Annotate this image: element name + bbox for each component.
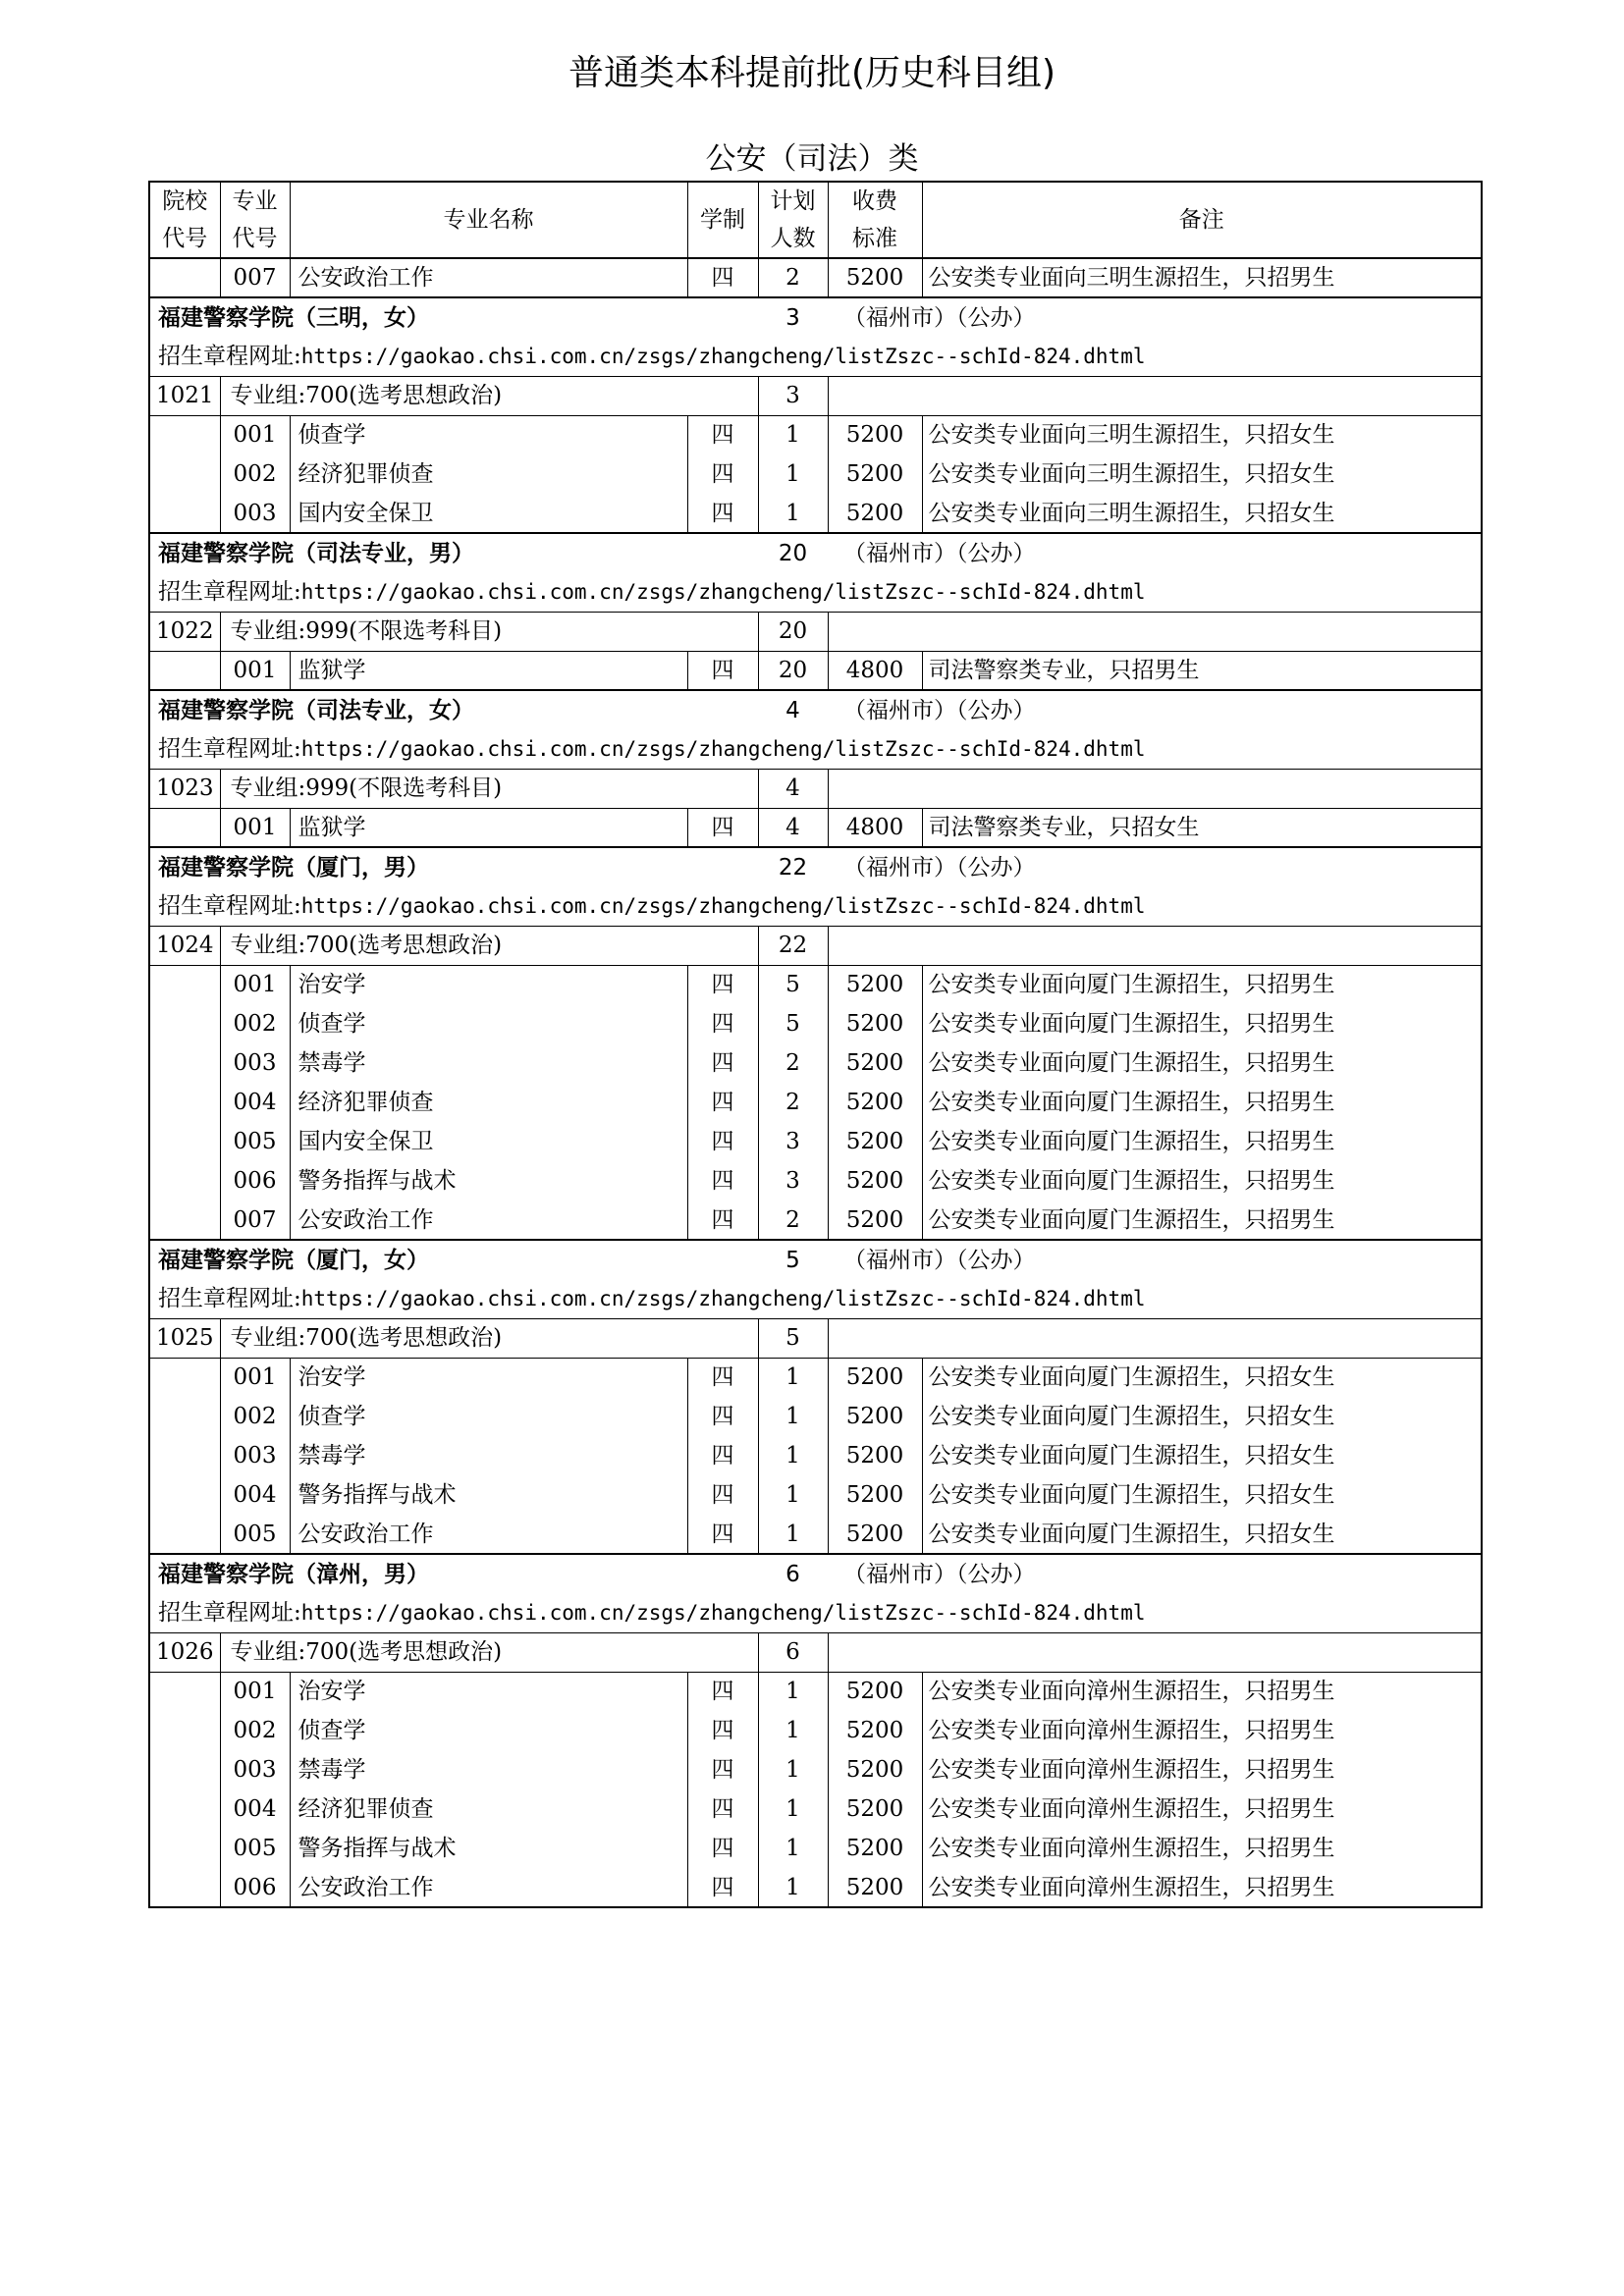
fee: 5200 bbox=[828, 1750, 922, 1789]
group-blank-cell bbox=[828, 926, 1482, 965]
note: 公安类专业面向厦门生源招生，只招男生 bbox=[922, 1083, 1482, 1122]
note: 公安类专业面向三明生源招生，只招男生 bbox=[922, 258, 1482, 297]
institution-header-row bbox=[149, 533, 1482, 572]
years: 四 bbox=[687, 1789, 758, 1829]
table-row bbox=[149, 1829, 1482, 1868]
major-name: 侦查学 bbox=[290, 415, 687, 454]
charter-url-link[interactable]: https://gaokao.chsi.com.cn/zsgs/zhangcheng/listZszc--schId-824.dhtml bbox=[300, 579, 1146, 604]
inst-code-cell bbox=[149, 808, 220, 847]
plan-count: 1 bbox=[758, 1672, 828, 1711]
institution-code: 1021 bbox=[149, 376, 220, 415]
fee: 5200 bbox=[828, 1672, 922, 1711]
major-name: 公安政治工作 bbox=[290, 1201, 687, 1240]
table-row bbox=[149, 651, 1482, 690]
plan-count: 2 bbox=[758, 258, 828, 297]
charter-url-cell bbox=[149, 572, 1482, 612]
table-row bbox=[149, 1004, 1482, 1043]
years: 四 bbox=[687, 454, 758, 494]
note: 公安类专业面向漳州生源招生，只招男生 bbox=[922, 1868, 1482, 1907]
major-name: 公安政治工作 bbox=[290, 258, 687, 297]
inst-code-cell bbox=[149, 651, 220, 690]
major-name: 禁毒学 bbox=[290, 1043, 687, 1083]
table-row bbox=[149, 965, 1482, 1004]
table-row bbox=[149, 1201, 1482, 1240]
years: 四 bbox=[687, 1868, 758, 1907]
table-row bbox=[149, 1436, 1482, 1475]
table-row bbox=[149, 1397, 1482, 1436]
note: 公安类专业面向厦门生源招生，只招女生 bbox=[922, 1515, 1482, 1554]
table-row bbox=[149, 808, 1482, 847]
major-code: 006 bbox=[220, 1161, 290, 1201]
institution-location: （福州市）（公办） bbox=[828, 1554, 1482, 1593]
major-name: 治安学 bbox=[290, 1672, 687, 1711]
charter-url-label: 招生章程网址: bbox=[158, 892, 301, 919]
institution-plan-count: 22 bbox=[758, 847, 828, 886]
institution-header-row bbox=[149, 690, 1482, 729]
inst-code-cell bbox=[149, 1672, 220, 1711]
major-code: 002 bbox=[220, 1004, 290, 1043]
plan-count: 1 bbox=[758, 1397, 828, 1436]
charter-url-link[interactable]: https://gaokao.chsi.com.cn/zsgs/zhangcheng/listZszc--schId-824.dhtml bbox=[300, 736, 1146, 761]
major-code: 007 bbox=[220, 258, 290, 297]
major-name: 侦查学 bbox=[290, 1004, 687, 1043]
major-code: 004 bbox=[220, 1789, 290, 1829]
major-name: 警务指挥与战术 bbox=[290, 1475, 687, 1515]
table-row bbox=[149, 1515, 1482, 1554]
fee: 5200 bbox=[828, 494, 922, 533]
fee: 5200 bbox=[828, 1789, 922, 1829]
plan-count: 1 bbox=[758, 1789, 828, 1829]
major-code: 006 bbox=[220, 1868, 290, 1907]
major-code: 005 bbox=[220, 1515, 290, 1554]
plan-count: 1 bbox=[758, 1711, 828, 1750]
inst-code-cell bbox=[149, 1711, 220, 1750]
fee: 5200 bbox=[828, 965, 922, 1004]
plan-count: 5 bbox=[758, 965, 828, 1004]
major-code: 004 bbox=[220, 1083, 290, 1122]
charter-url-cell bbox=[149, 1279, 1482, 1318]
plan-count: 5 bbox=[758, 1004, 828, 1043]
enrollment-plan-table bbox=[148, 181, 1483, 1908]
inst-code-cell bbox=[149, 454, 220, 494]
major-code: 002 bbox=[220, 1711, 290, 1750]
major-code: 003 bbox=[220, 1436, 290, 1475]
note: 公安类专业面向厦门生源招生，只招男生 bbox=[922, 1043, 1482, 1083]
major-group-row bbox=[149, 376, 1482, 415]
institution-plan-count: 3 bbox=[758, 297, 828, 337]
table-row bbox=[149, 258, 1482, 297]
fee: 5200 bbox=[828, 1475, 922, 1515]
major-group-count: 3 bbox=[758, 376, 828, 415]
major-name: 治安学 bbox=[290, 1358, 687, 1397]
inst-code-cell bbox=[149, 965, 220, 1004]
inst-code-cell bbox=[149, 1789, 220, 1829]
institution-code: 1026 bbox=[149, 1632, 220, 1672]
charter-url-row bbox=[149, 886, 1482, 926]
institution-code: 1025 bbox=[149, 1318, 220, 1358]
major-group-label: 专业组:999(不限选考科目) bbox=[220, 612, 758, 651]
charter-url-link[interactable]: https://gaokao.chsi.com.cn/zsgs/zhangcheng/listZszc--schId-824.dhtml bbox=[300, 344, 1146, 368]
major-group-count: 4 bbox=[758, 769, 828, 808]
note: 公安类专业面向漳州生源招生，只招男生 bbox=[922, 1789, 1482, 1829]
plan-count: 1 bbox=[758, 1829, 828, 1868]
charter-url-cell bbox=[149, 337, 1482, 376]
charter-url-row bbox=[149, 1593, 1482, 1632]
major-group-label: 专业组:700(选考思想政治) bbox=[220, 1632, 758, 1672]
inst-code-cell bbox=[149, 1750, 220, 1789]
major-name: 警务指挥与战术 bbox=[290, 1161, 687, 1201]
charter-url-label: 招生章程网址: bbox=[158, 735, 301, 762]
table-row bbox=[149, 1161, 1482, 1201]
major-name: 监狱学 bbox=[290, 651, 687, 690]
plan-count: 2 bbox=[758, 1043, 828, 1083]
fee: 5200 bbox=[828, 1161, 922, 1201]
charter-url-link[interactable]: https://gaokao.chsi.com.cn/zsgs/zhangcheng/listZszc--schId-824.dhtml bbox=[300, 1600, 1146, 1625]
fee: 5200 bbox=[828, 1083, 922, 1122]
inst-code-cell bbox=[149, 1868, 220, 1907]
institution-header-row bbox=[149, 847, 1482, 886]
fee: 4800 bbox=[828, 651, 922, 690]
charter-url-label: 招生章程网址: bbox=[158, 578, 301, 605]
table-row bbox=[149, 1122, 1482, 1161]
institution-location: （福州市）（公办） bbox=[828, 533, 1482, 572]
major-name: 经济犯罪侦查 bbox=[290, 1083, 687, 1122]
major-group-count: 6 bbox=[758, 1632, 828, 1672]
plan-count: 1 bbox=[758, 1868, 828, 1907]
table-row bbox=[149, 1672, 1482, 1711]
fee: 4800 bbox=[828, 808, 922, 847]
plan-count: 1 bbox=[758, 1750, 828, 1789]
major-group-count: 5 bbox=[758, 1318, 828, 1358]
table-row bbox=[149, 1789, 1482, 1829]
fee: 5200 bbox=[828, 1515, 922, 1554]
charter-url-cell bbox=[149, 1593, 1482, 1632]
institution-plan-count: 6 bbox=[758, 1554, 828, 1593]
major-code: 003 bbox=[220, 1043, 290, 1083]
years: 四 bbox=[687, 1043, 758, 1083]
institution-header-row bbox=[149, 1240, 1482, 1279]
inst-code-cell bbox=[149, 1201, 220, 1240]
major-name: 禁毒学 bbox=[290, 1750, 687, 1789]
page-title: 普通类本科提前批(历史科目组) bbox=[568, 53, 1056, 93]
years: 四 bbox=[687, 1750, 758, 1789]
major-code: 002 bbox=[220, 454, 290, 494]
inst-code-cell bbox=[149, 1475, 220, 1515]
inst-code-cell bbox=[149, 1358, 220, 1397]
header-major-name: 专业名称 bbox=[290, 182, 687, 258]
table-header bbox=[149, 182, 1482, 258]
charter-url-link[interactable]: https://gaokao.chsi.com.cn/zsgs/zhangcheng/listZszc--schId-824.dhtml bbox=[300, 1286, 1146, 1310]
note: 公安类专业面向三明生源招生，只招女生 bbox=[922, 494, 1482, 533]
years: 四 bbox=[687, 1397, 758, 1436]
years: 四 bbox=[687, 1436, 758, 1475]
group-blank-cell bbox=[828, 1318, 1482, 1358]
fee: 5200 bbox=[828, 258, 922, 297]
charter-url-cell bbox=[149, 729, 1482, 769]
major-name: 侦查学 bbox=[290, 1711, 687, 1750]
inst-code-cell bbox=[149, 1161, 220, 1201]
major-group-count: 22 bbox=[758, 926, 828, 965]
major-code: 004 bbox=[220, 1475, 290, 1515]
plan-count: 3 bbox=[758, 1122, 828, 1161]
header-note: 备注 bbox=[922, 182, 1482, 258]
years: 四 bbox=[687, 1083, 758, 1122]
charter-url-cell bbox=[149, 886, 1482, 926]
note: 公安类专业面向厦门生源招生，只招女生 bbox=[922, 1436, 1482, 1475]
header-plan-count: 计划 人数 bbox=[758, 182, 828, 258]
institution-header-row bbox=[149, 297, 1482, 337]
table-row bbox=[149, 1711, 1482, 1750]
years: 四 bbox=[687, 1201, 758, 1240]
institution-name: 福建警察学院（厦门，男） bbox=[149, 847, 758, 886]
fee: 5200 bbox=[828, 415, 922, 454]
years: 四 bbox=[687, 258, 758, 297]
note: 公安类专业面向漳州生源招生，只招男生 bbox=[922, 1829, 1482, 1868]
major-name: 禁毒学 bbox=[290, 1436, 687, 1475]
major-code: 001 bbox=[220, 1672, 290, 1711]
institution-plan-count: 20 bbox=[758, 533, 828, 572]
plan-count: 1 bbox=[758, 494, 828, 533]
note: 公安类专业面向厦门生源招生，只招男生 bbox=[922, 1004, 1482, 1043]
major-code: 001 bbox=[220, 651, 290, 690]
inst-code-cell bbox=[149, 258, 220, 297]
inst-code-cell bbox=[149, 494, 220, 533]
section-title: 公安（司法）类 bbox=[705, 141, 919, 177]
inst-code-cell bbox=[149, 415, 220, 454]
plan-count: 1 bbox=[758, 1515, 828, 1554]
institution-code: 1024 bbox=[149, 926, 220, 965]
fee: 5200 bbox=[828, 1868, 922, 1907]
years: 四 bbox=[687, 415, 758, 454]
major-code: 001 bbox=[220, 965, 290, 1004]
table-row bbox=[149, 454, 1482, 494]
plan-count: 2 bbox=[758, 1083, 828, 1122]
fee: 5200 bbox=[828, 1436, 922, 1475]
institution-name: 福建警察学院（厦门，女） bbox=[149, 1240, 758, 1279]
header-fee: 收费 标准 bbox=[828, 182, 922, 258]
table-row bbox=[149, 494, 1482, 533]
major-group-row bbox=[149, 1632, 1482, 1672]
major-code: 002 bbox=[220, 1397, 290, 1436]
table-row bbox=[149, 1083, 1482, 1122]
note: 司法警察类专业，只招男生 bbox=[922, 651, 1482, 690]
years: 四 bbox=[687, 1515, 758, 1554]
institution-plan-count: 5 bbox=[758, 1240, 828, 1279]
inst-code-cell bbox=[149, 1515, 220, 1554]
plan-count: 1 bbox=[758, 454, 828, 494]
major-code: 001 bbox=[220, 808, 290, 847]
fee: 5200 bbox=[828, 1201, 922, 1240]
major-code: 001 bbox=[220, 1358, 290, 1397]
major-name: 监狱学 bbox=[290, 808, 687, 847]
years: 四 bbox=[687, 1672, 758, 1711]
table-row bbox=[149, 1043, 1482, 1083]
inst-code-cell bbox=[149, 1004, 220, 1043]
charter-url-row bbox=[149, 1279, 1482, 1318]
note: 公安类专业面向厦门生源招生，只招男生 bbox=[922, 965, 1482, 1004]
fee: 5200 bbox=[828, 1358, 922, 1397]
major-group-row bbox=[149, 926, 1482, 965]
institution-name: 福建警察学院（司法专业，男） bbox=[149, 533, 758, 572]
major-name: 公安政治工作 bbox=[290, 1868, 687, 1907]
note: 公安类专业面向三明生源招生，只招女生 bbox=[922, 415, 1482, 454]
years: 四 bbox=[687, 965, 758, 1004]
plan-count: 1 bbox=[758, 1475, 828, 1515]
note: 公安类专业面向厦门生源招生，只招女生 bbox=[922, 1397, 1482, 1436]
plan-count: 20 bbox=[758, 651, 828, 690]
note: 公安类专业面向漳州生源招生，只招男生 bbox=[922, 1750, 1482, 1789]
group-blank-cell bbox=[828, 376, 1482, 415]
major-code: 003 bbox=[220, 1750, 290, 1789]
charter-url-label: 招生章程网址: bbox=[158, 343, 301, 369]
major-code: 005 bbox=[220, 1829, 290, 1868]
institution-location: （福州市）（公办） bbox=[828, 847, 1482, 886]
fee: 5200 bbox=[828, 454, 922, 494]
charter-url-label: 招生章程网址: bbox=[158, 1599, 301, 1626]
note: 公安类专业面向厦门生源招生，只招女生 bbox=[922, 1475, 1482, 1515]
fee: 5200 bbox=[828, 1043, 922, 1083]
inst-code-cell bbox=[149, 1436, 220, 1475]
years: 四 bbox=[687, 1004, 758, 1043]
charter-url-link[interactable]: https://gaokao.chsi.com.cn/zsgs/zhangcheng/listZszc--schId-824.dhtml bbox=[300, 893, 1146, 918]
major-group-row bbox=[149, 769, 1482, 808]
plan-count: 1 bbox=[758, 415, 828, 454]
institution-name: 福建警察学院（司法专业，女） bbox=[149, 690, 758, 729]
major-code: 005 bbox=[220, 1122, 290, 1161]
inst-code-cell bbox=[149, 1043, 220, 1083]
note: 公安类专业面向三明生源招生，只招女生 bbox=[922, 454, 1482, 494]
major-group-count: 20 bbox=[758, 612, 828, 651]
institution-location: （福州市）（公办） bbox=[828, 297, 1482, 337]
inst-code-cell bbox=[149, 1397, 220, 1436]
years: 四 bbox=[687, 1711, 758, 1750]
major-name: 国内安全保卫 bbox=[290, 494, 687, 533]
charter-url-label: 招生章程网址: bbox=[158, 1285, 301, 1311]
major-name: 治安学 bbox=[290, 965, 687, 1004]
fee: 5200 bbox=[828, 1122, 922, 1161]
group-blank-cell bbox=[828, 612, 1482, 651]
major-group-label: 专业组:999(不限选考科目) bbox=[220, 769, 758, 808]
institution-header-row bbox=[149, 1554, 1482, 1593]
major-group-label: 专业组:700(选考思想政治) bbox=[220, 376, 758, 415]
note: 公安类专业面向漳州生源招生，只招男生 bbox=[922, 1672, 1482, 1711]
note: 公安类专业面向厦门生源招生，只招女生 bbox=[922, 1358, 1482, 1397]
years: 四 bbox=[687, 1475, 758, 1515]
table-row bbox=[149, 1358, 1482, 1397]
charter-url-row bbox=[149, 572, 1482, 612]
institution-code: 1023 bbox=[149, 769, 220, 808]
institution-name: 福建警察学院（三明，女） bbox=[149, 297, 758, 337]
plan-count: 1 bbox=[758, 1436, 828, 1475]
table-row bbox=[149, 1475, 1482, 1515]
note: 公安类专业面向厦门生源招生，只招男生 bbox=[922, 1122, 1482, 1161]
major-name: 国内安全保卫 bbox=[290, 1122, 687, 1161]
major-name: 经济犯罪侦查 bbox=[290, 1789, 687, 1829]
plan-count: 2 bbox=[758, 1201, 828, 1240]
years: 四 bbox=[687, 494, 758, 533]
plan-count: 3 bbox=[758, 1161, 828, 1201]
major-code: 007 bbox=[220, 1201, 290, 1240]
years: 四 bbox=[687, 808, 758, 847]
fee: 5200 bbox=[828, 1004, 922, 1043]
years: 四 bbox=[687, 651, 758, 690]
institution-location: （福州市）（公办） bbox=[828, 1240, 1482, 1279]
major-name: 侦查学 bbox=[290, 1397, 687, 1436]
major-group-row bbox=[149, 1318, 1482, 1358]
institution-code: 1022 bbox=[149, 612, 220, 651]
major-code: 003 bbox=[220, 494, 290, 533]
major-name: 警务指挥与战术 bbox=[290, 1829, 687, 1868]
inst-code-cell bbox=[149, 1083, 220, 1122]
institution-plan-count: 4 bbox=[758, 690, 828, 729]
major-name: 经济犯罪侦查 bbox=[290, 454, 687, 494]
note: 公安类专业面向厦门生源招生，只招男生 bbox=[922, 1161, 1482, 1201]
plan-count: 1 bbox=[758, 1358, 828, 1397]
table-row bbox=[149, 415, 1482, 454]
group-blank-cell bbox=[828, 769, 1482, 808]
major-code: 001 bbox=[220, 415, 290, 454]
inst-code-cell bbox=[149, 1122, 220, 1161]
major-group-label: 专业组:700(选考思想政治) bbox=[220, 1318, 758, 1358]
institution-location: （福州市）（公办） bbox=[828, 690, 1482, 729]
table-row bbox=[149, 1750, 1482, 1789]
header-inst-code: 院校 代号 bbox=[149, 182, 220, 258]
fee: 5200 bbox=[828, 1397, 922, 1436]
note: 公安类专业面向漳州生源招生，只招男生 bbox=[922, 1711, 1482, 1750]
header-major-code: 专业 代号 bbox=[220, 182, 290, 258]
major-group-row bbox=[149, 612, 1482, 651]
note: 司法警察类专业，只招女生 bbox=[922, 808, 1482, 847]
charter-url-row bbox=[149, 337, 1482, 376]
fee: 5200 bbox=[828, 1829, 922, 1868]
years: 四 bbox=[687, 1122, 758, 1161]
inst-code-cell bbox=[149, 1829, 220, 1868]
group-blank-cell bbox=[828, 1632, 1482, 1672]
years: 四 bbox=[687, 1829, 758, 1868]
major-group-label: 专业组:700(选考思想政治) bbox=[220, 926, 758, 965]
charter-url-row bbox=[149, 729, 1482, 769]
fee: 5200 bbox=[828, 1711, 922, 1750]
years: 四 bbox=[687, 1161, 758, 1201]
note: 公安类专业面向厦门生源招生，只招男生 bbox=[922, 1201, 1482, 1240]
table-row bbox=[149, 1868, 1482, 1907]
years: 四 bbox=[687, 1358, 758, 1397]
plan-count: 4 bbox=[758, 808, 828, 847]
institution-name: 福建警察学院（漳州，男） bbox=[149, 1554, 758, 1593]
major-name: 公安政治工作 bbox=[290, 1515, 687, 1554]
table-body bbox=[149, 258, 1482, 1907]
header-years: 学制 bbox=[687, 182, 758, 258]
